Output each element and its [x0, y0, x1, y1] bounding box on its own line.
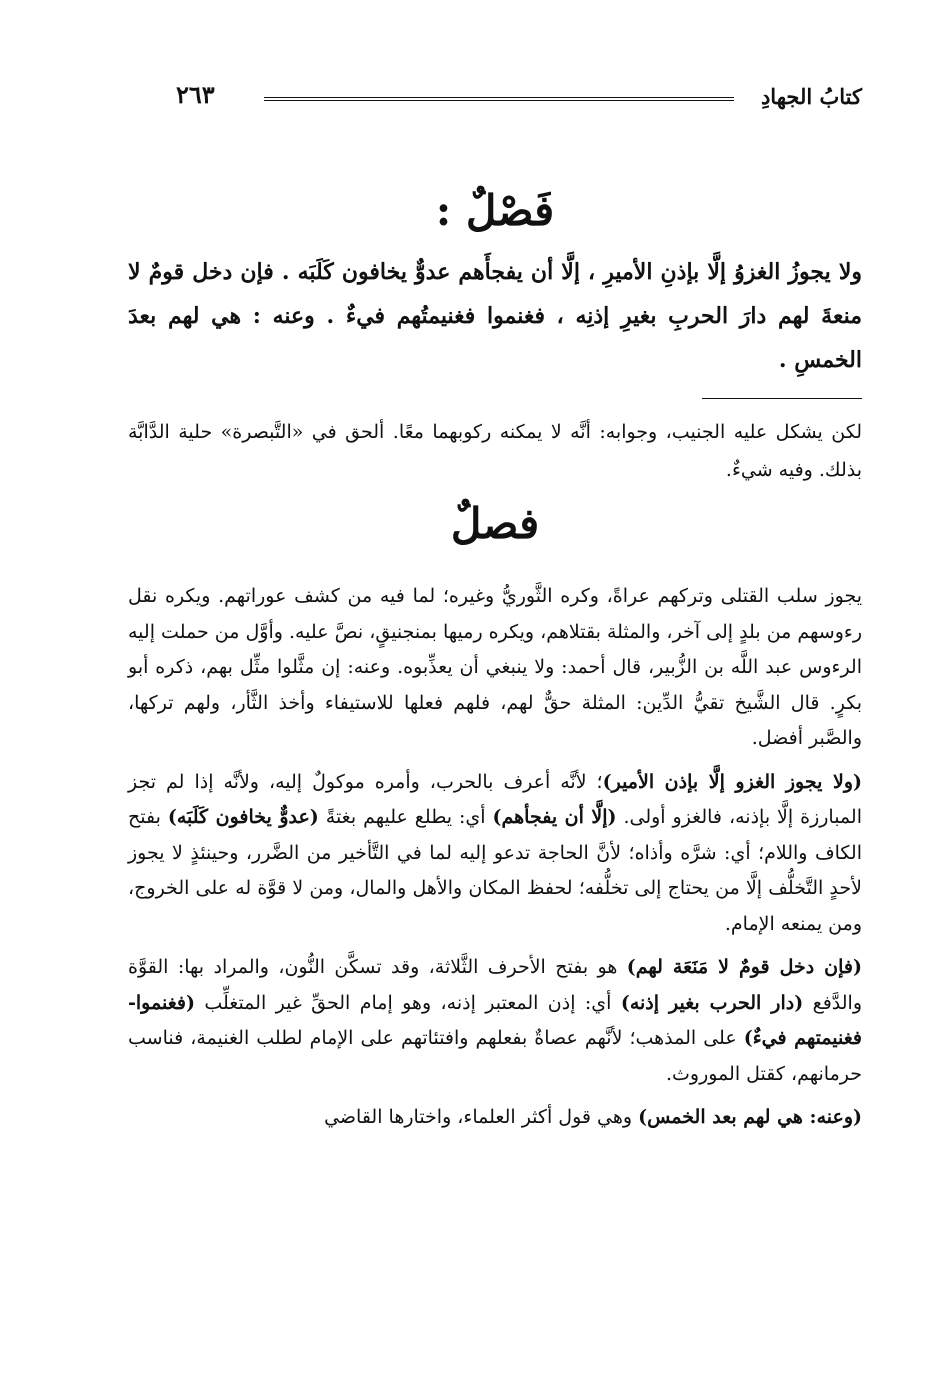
quoted-matn: (وعنه: هي لهم بعد الخمس) [638, 1106, 862, 1128]
commentary-text: بفتح الكاف واللام؛ أي: شرَّه وأذاه؛ لأنَّ الحاجة تدعو إليه لما في التَّأخير من الضَّرر، وحينئذٍ لا يجوز لأحدٍ التَّخلُّف إلَّا من يحتاج إلى تخلُّفه؛ لحفظ المكان والأهل والمال، ومن لا قوَّة له على الخروج، ومن يمنعه الإمام. [128, 806, 862, 935]
sharh-section-heading: فصلٌ [450, 499, 540, 548]
matn-section-heading: فَصْلٌ : [435, 186, 555, 235]
quoted-matn: (فغنموا- فغنيمتهم فيءٌ) [128, 991, 863, 1049]
sharh-paragraph-3 [128, 950, 862, 1092]
commentary-text: أي: يطلع عليهم بغتةً [318, 806, 493, 828]
header-rule [264, 97, 734, 101]
book-page [128, 70, 862, 1144]
matn-text: ولا يجوزُ الغزوُ إلَّا بإذنِ الأميرِ ، إلَّا أن يفجأَهم عدوٌّ يخافون كَلَبَه . فإن دخل قومٌ لا منعةَ لهم دارَ الحربِ بغيرِ إذنِه ، فغنموا فغنيمتُهم فيءٌ . وعنه : هي لهم بعدَ الخمسِ . [128, 259, 862, 373]
quoted-matn: (عدوٌّ يخافون كَلَبَه) [167, 806, 319, 828]
commentary-text: ؛ لأنَّه أعرف بالحرب، وأمره موكولٌ إليه، ولأنَّه إذا لم تجز المبارزة إلَّا بإذنه، فالغزو أولى. [128, 770, 862, 828]
commentary-text: أي: إذن المعتبر إذنه، وهو إمام الحقِّ غير المتغلِّب [194, 991, 621, 1014]
commentary-text: هو بفتح الأحرف الثَّلاثة، وقد تسكَّن النُّون، والمراد بها: القوَّة والدَّفع [128, 956, 863, 1014]
running-title: كتابُ الجهادِ [760, 84, 862, 109]
footnote-text: لكن يشكل عليه الجنيب، وجوابه: أنَّه لا يمكنه ركوبهما معًا. ألحق في «التَّبصرة» حلية الدَّابَّة بذلك. وفيه شيءٌ. [128, 421, 862, 481]
quoted-matn: (ولا يجوز الغزو إلَّا بإذن الأمير) [602, 770, 863, 793]
footnote-separator [702, 398, 862, 399]
sharh-paragraph-1: يجوز سلب القتلى وتركهم عراةً، وكره الثَّوريُّ وغيره؛ لما فيه من كشف عوراتهم. ويكره نقل رءوسهم من بلدٍ إلى آخر، والمثلة بقتلاهم، ويكره رميها بمنجنيقٍ، نصَّ عليه. وأوَّل من حملت إليه الرءوس عبد اللَّه بن الزُّبير، قال أحمد: ولا ينبغي أن يعذِّبوه. وعنه: إن مثَّلوا مثِّل بهم، ذكره أبو بكرٍ. قال الشَّيخ تقيُّ الدِّين: المثلة حقٌّ لهم، فلهم فعلها للاستيفاء وأخذ الثَّأر، ولهم تركها، والصَّبر أفضل. [128, 585, 862, 749]
quoted-matn: (إلَّا أن يفجأهم) [492, 806, 617, 828]
commentary-text: على المذهب؛ لأنَّهم عصاةٌ بفعلهم وافتئاتهم على الإمام لطلب الغنيمة، فناسب حرمانهم، كقتل الموروث. [128, 1027, 862, 1085]
sharh-paragraph-4 [128, 1100, 862, 1136]
sharh-paragraph-2 [128, 765, 862, 943]
page-number: ٢٦٣ [176, 80, 215, 109]
page-header [128, 70, 862, 120]
commentary-text: وهي قول أكثر العلماء، واختارها القاضي [324, 1106, 639, 1128]
quoted-matn: (فإن دخل قومٌ لا مَنَعَة لهم) [626, 956, 862, 978]
quoted-matn: (دار الحرب بغير إذنه) [620, 991, 804, 1014]
